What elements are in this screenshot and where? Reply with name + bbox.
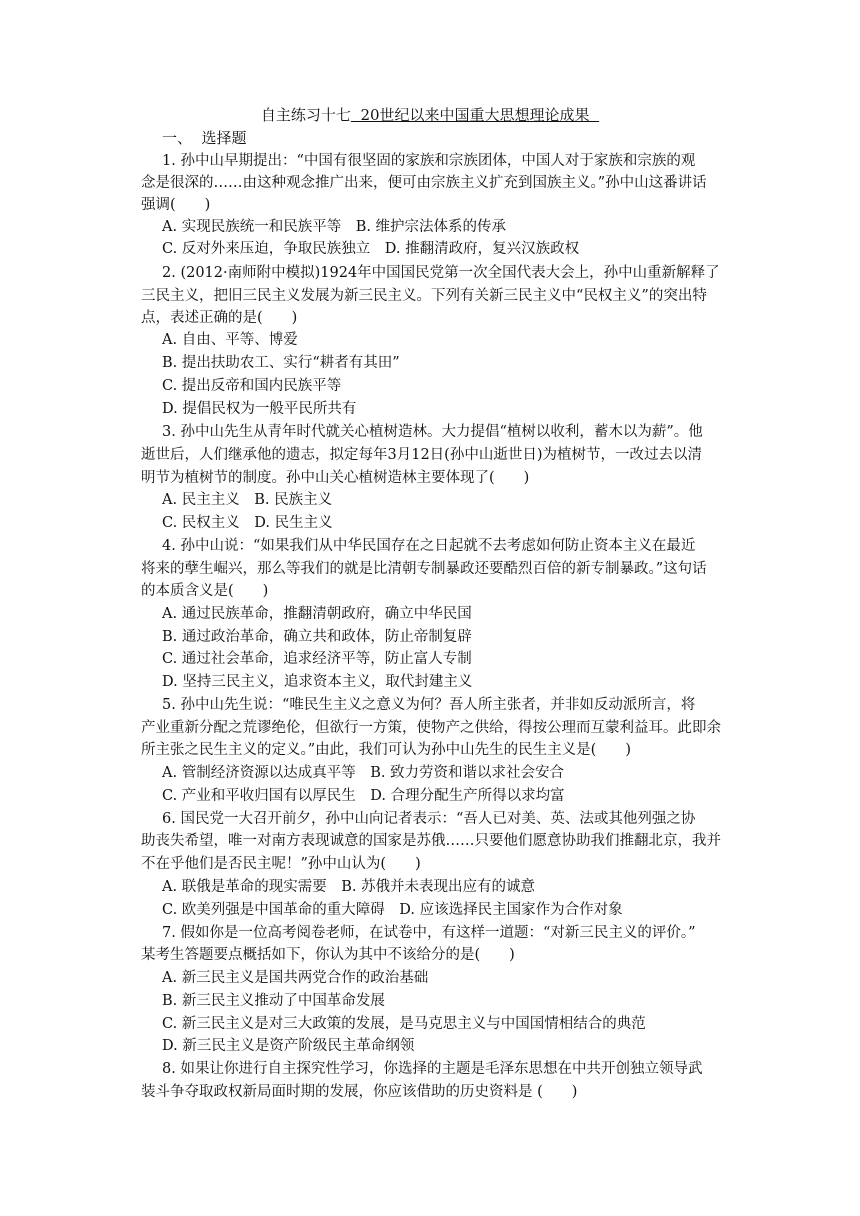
option-line: C. 民权主义 D. 民生主义 bbox=[162, 515, 333, 531]
option-line: A. 新三民主义是国共两党合作的政治基础 bbox=[162, 970, 429, 986]
option-line: B. 通过政治革命，确立共和政体，防止帝制复辟 bbox=[162, 629, 472, 645]
text-line: 不在乎他们是否民主呢！”孙中山认为( ) bbox=[141, 856, 421, 872]
option-line: A. 自由、平等、博爱 bbox=[162, 332, 298, 348]
option-line: B. 新三民主义推动了中国革命发展 bbox=[162, 993, 385, 1009]
title-prefix: 自主练习十七 bbox=[260, 106, 351, 124]
page-title bbox=[0, 104, 860, 126]
option-line: C. 新三民主义是对三大政策的发展，是马克思主义与中国国情相结合的典范 bbox=[162, 1016, 646, 1032]
text-line: 某考生答题要点概括如下，你认为其中不该给分的是( ) bbox=[141, 947, 515, 963]
option-line: A. 管制经济资源以达成真平等 B. 致力劳资和谐以求社会安合 bbox=[162, 765, 565, 781]
option-line: B. 提出扶助农工、实行“耕者有其田” bbox=[162, 355, 400, 371]
title-topic: 20世纪以来中国重大思想理论成果 bbox=[350, 106, 600, 124]
option-line: C. 通过社会革命，追求经济平等，防止富人专制 bbox=[162, 651, 472, 667]
option-line: C. 提出反帝和国内民族平等 bbox=[162, 378, 342, 394]
text-line: 6. 国民党一大召开前夕，孙中山向记者表示：“吾人已对美、英、法或其他列强之协 bbox=[162, 811, 696, 827]
option-line: D. 提倡民权为一般平民所共有 bbox=[162, 401, 357, 417]
option-line: A. 通过民族革命，推翻清朝政府，确立中华民国 bbox=[162, 606, 472, 622]
option-line: D. 新三民主义是资产阶级民主革命纲领 bbox=[162, 1038, 415, 1054]
option-line: A. 实现民族统一和民族平等 B. 维护宗法体系的传承 bbox=[162, 219, 507, 235]
text-line: 助丧失希望，唯一对南方表现诚意的国家是苏俄……只要他们愿意协助我们推翻北京，我并 bbox=[141, 833, 721, 849]
text-line: 5. 孙中山先生说：“唯民生主义之意义为何？吾人所主张者，并非如反动派所言，将 bbox=[162, 697, 696, 713]
text-line: 念是很深的……由这种观念推广出来，便可由宗族主义扩充到国族主义。”孙中山这番讲话 bbox=[141, 175, 707, 191]
option-line: D. 坚持三民主义，追求资本主义，取代封建主义 bbox=[162, 674, 473, 690]
text-line: 三民主义，把旧三民主义发展为新三民主义。下列有关新三民主义中“民权主义”的突出特 bbox=[141, 288, 707, 304]
option-line: C. 产业和平收归国有以厚民生 D. 合理分配生产所得以求均富 bbox=[162, 788, 565, 804]
text-line: 所主张之民生主义的定义。”由此，我们可认为孙中山先生的民生主义是( ) bbox=[141, 742, 631, 758]
text-line: 8. 如果让你进行自主探究性学习，你选择的主题是毛泽东思想在中共开创独立领导武 bbox=[162, 1061, 703, 1077]
text-line: 强调( ) bbox=[141, 197, 211, 213]
text-line: 逝世后，人们继承他的遗志，拟定每年3月12日(孙中山逝世日)为植树节，一改过去以清 bbox=[141, 447, 702, 463]
option-line: A. 联俄是革命的现实需要 B. 苏俄并未表现出应有的诚意 bbox=[162, 879, 536, 895]
text-line: 产业重新分配之荒谬绝伦，但欲行一方策，使物产之供给，得按公理而互蒙利益耳。此即余 bbox=[141, 720, 721, 736]
text-line: 的本质含义是( ) bbox=[141, 583, 269, 599]
text-line: 2. (2012·南师附中模拟)1924年中国国民党第一次全国代表大会上，孙中山重新解释了 bbox=[162, 265, 720, 281]
text-line: 明节为植树节的制度。孙中山关心植树造林主要体现了( ) bbox=[141, 470, 530, 486]
option-line: C. 反对外来压迫，争取民族独立 D. 推翻清政府，复兴汉族政权 bbox=[162, 241, 580, 257]
text-line: 4. 孙中山说：“如果我们从中华民国存在之日起就不去考虑如何防止资本主义在最近 bbox=[162, 538, 696, 554]
option-line: C. 欧美列强是中国革命的重大障碍 D. 应该选择民主国家作为合作对象 bbox=[162, 902, 623, 918]
text-line: 将来的孽生崛兴，那么等我们的就是比清朝专制暴政还要酷烈百倍的新专制暴政。”这句话 bbox=[141, 561, 707, 577]
option-line: A. 民主主义 B. 民族主义 bbox=[162, 492, 333, 508]
section-heading: 一、 选择题 bbox=[162, 129, 247, 147]
text-line: 3. 孙中山先生从青年时代就关心植树造林。大力提倡“植树以收利，蓄木以为薪”。他 bbox=[162, 424, 703, 440]
text-line: 装斗争夺取政权新局面时期的发展，你应该借助的历史资料是 ( ) bbox=[141, 1084, 578, 1100]
text-line: 1. 孙中山早期提出：“中国有很坚固的家族和宗族团体，中国人对于家族和宗族的观 bbox=[162, 153, 696, 169]
text-line: 点，表述正确的是( ) bbox=[141, 310, 298, 326]
text-line: 7. 假如你是一位高考阅卷老师，在试卷中，有这样一道题：“对新三民主义的评价。” bbox=[162, 925, 696, 941]
